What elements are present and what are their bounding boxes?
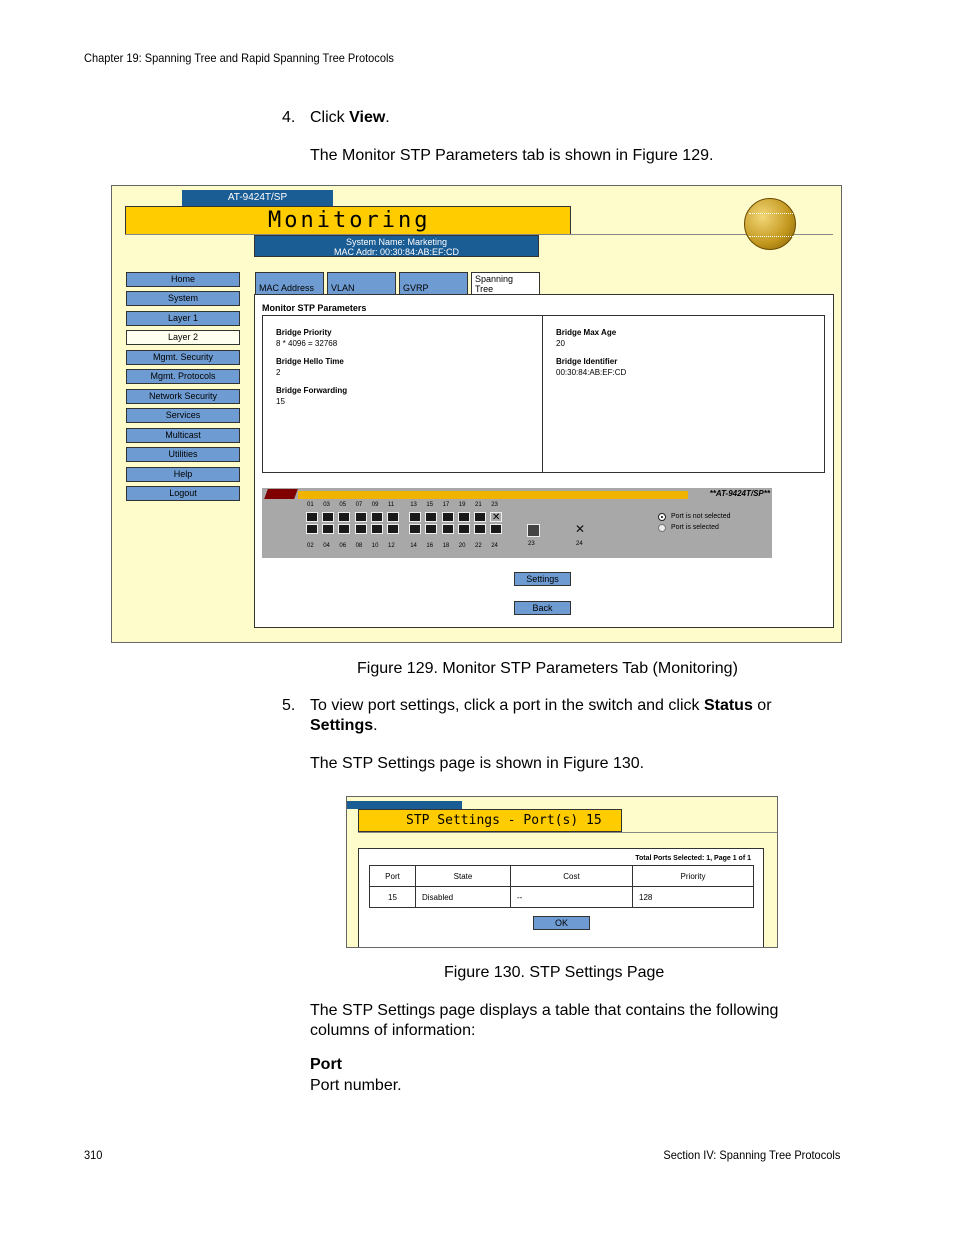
step-4-text <box>310 108 390 128</box>
port-label-17: 17 <box>442 502 450 508</box>
system-info-bar <box>254 235 539 257</box>
tab-vlan[interactable]: VLAN <box>327 272 396 295</box>
figure-130-caption: Figure 130. STP Settings Page <box>444 964 665 981</box>
port-label-04: 04 <box>323 543 330 549</box>
port-label-21: 21 <box>475 502 482 508</box>
step-4-note: The Monitor STP Parameters tab is shown in Figure 129. <box>310 147 714 164</box>
nav-utilities[interactable]: Utilities <box>126 447 240 462</box>
col-port: Port <box>370 866 416 887</box>
port-label-23: 23 <box>491 502 498 508</box>
monitoring-title: Monitoring <box>125 206 571 235</box>
switch-port-16[interactable] <box>425 524 437 534</box>
port-label-24: 24 <box>491 543 498 549</box>
port-label-05: 05 <box>339 502 347 508</box>
chapter-header: Chapter 19: Spanning Tree and Rapid Spanning Tree Protocols <box>84 51 394 65</box>
legend-selected: Port is selected <box>671 524 719 531</box>
uplink-24-label: 24 <box>576 541 583 547</box>
cell-cost: -- <box>511 887 633 908</box>
step-4-post: . <box>385 109 390 126</box>
nav-system[interactable]: System <box>126 291 240 306</box>
device-tab-strip <box>347 801 462 809</box>
bridge-priority-value: 8 * 4096 = 32768 <box>276 339 338 348</box>
switch-port-19[interactable] <box>458 512 470 522</box>
step-5-note: The STP Settings page is shown in Figure 130. <box>310 755 645 772</box>
nav-multicast[interactable]: Multicast <box>126 428 240 443</box>
bridge-forwarding-label: Bridge Forwarding <box>276 386 348 395</box>
tab-mac-address[interactable]: MAC Address <box>255 272 324 295</box>
params-divider <box>542 316 543 472</box>
term-port-definition: Port number. <box>310 1077 402 1094</box>
bridge-identifier-value: 00:30:84:AB:EF:CD <box>556 368 627 377</box>
bridge-max-age-label: Bridge Max Age <box>556 328 617 337</box>
stp-settings-panel <box>358 848 764 948</box>
legend-not-selected: Port is not selected <box>671 513 731 520</box>
port-label-15: 15 <box>426 502 434 508</box>
port-label-19: 19 <box>458 502 466 508</box>
switch-port-05[interactable] <box>338 512 350 522</box>
port-label-18: 18 <box>442 543 450 549</box>
globe-logo-icon <box>744 198 796 250</box>
uplink-23-label: 23 <box>528 541 535 547</box>
params-box <box>262 315 825 473</box>
port-label-03: 03 <box>323 502 330 508</box>
step-5-number: 5. <box>282 697 296 714</box>
port-label-01: 01 <box>307 502 314 508</box>
switch-port-06[interactable] <box>338 524 350 534</box>
step-5-line2-post: . <box>373 717 378 734</box>
nav-layer2[interactable]: Layer 2 <box>126 330 240 345</box>
bridge-priority-label: Bridge Priority <box>276 328 332 337</box>
col-cost: Cost <box>511 866 633 887</box>
switch-port-22[interactable] <box>474 524 486 534</box>
desc-line-2: columns of information: <box>310 1022 476 1039</box>
port-label-16: 16 <box>426 543 434 549</box>
switch-port-23[interactable]: ✕ <box>491 512 501 523</box>
title-rule <box>358 832 778 833</box>
bridge-hello-label: Bridge Hello Time <box>276 357 344 366</box>
port-label-11: 11 <box>388 502 395 508</box>
table-header-row <box>370 866 754 887</box>
port-label-12: 12 <box>388 543 395 549</box>
legend-not-selected-radio-icon <box>658 513 666 521</box>
nav-services[interactable]: Services <box>126 408 240 423</box>
ok-button[interactable]: OK <box>533 916 590 930</box>
switch-port-24[interactable] <box>490 524 502 534</box>
switch-port-17[interactable] <box>442 512 454 522</box>
col-priority: Priority <box>633 866 754 887</box>
switch-port-11[interactable] <box>387 512 399 522</box>
step-5-line2 <box>310 716 378 736</box>
figure-130-screenshot <box>346 796 778 948</box>
page-number: 310 <box>84 1148 103 1162</box>
tab-spanning-tree-line2: Tree <box>475 284 494 294</box>
total-ports-selected: Total Ports Selected: 1, Page 1 of 1 <box>635 855 751 862</box>
switch-port-08[interactable] <box>355 524 367 534</box>
uplink-port-24-empty-icon[interactable]: ✕ <box>574 522 586 536</box>
switch-port-10[interactable] <box>371 524 383 534</box>
nav-mgmt-protocols[interactable]: Mgmt. Protocols <box>126 369 240 384</box>
nav-home[interactable]: Home <box>126 272 240 287</box>
port-label-09: 09 <box>371 502 379 508</box>
settings-button[interactable]: Settings <box>514 572 571 586</box>
back-button[interactable]: Back <box>514 601 571 615</box>
switch-port-13[interactable] <box>409 512 421 522</box>
tab-gvrp[interactable]: GVRP <box>399 272 468 295</box>
port-label-08: 08 <box>355 543 363 549</box>
switch-port-03[interactable] <box>322 512 334 522</box>
col-state: State <box>416 866 511 887</box>
port-label-02: 02 <box>307 543 314 549</box>
nav-layer1[interactable]: Layer 1 <box>126 311 240 326</box>
figure-129-caption: Figure 129. Monitor STP Parameters Tab (Monitoring) <box>357 660 738 677</box>
panel-title: Monitor STP Parameters <box>262 303 367 313</box>
switch-model: **AT-9424T/SP** <box>709 489 770 498</box>
step-5-bold-status: Status <box>703 697 753 714</box>
cell-port: 15 <box>370 887 416 908</box>
switch-port-01[interactable] <box>306 512 318 522</box>
port-label-22: 22 <box>475 543 482 549</box>
step-5-bold-settings: Settings <box>310 717 374 734</box>
port-label-06: 06 <box>339 543 347 549</box>
uplink-port-23[interactable] <box>527 524 540 537</box>
term-port: Port <box>310 1056 342 1073</box>
switch-port-18[interactable] <box>442 524 454 534</box>
table-row <box>370 887 754 908</box>
port-label-20: 20 <box>458 543 466 549</box>
switch-faceplate <box>262 488 772 558</box>
step-5-line1 <box>310 696 772 716</box>
stp-settings-table <box>369 865 754 908</box>
step-4-pre: Click <box>310 109 350 126</box>
cell-state: Disabled <box>416 887 511 908</box>
switch-port-14[interactable] <box>409 524 421 534</box>
system-name: System Name: Marketing <box>345 237 448 247</box>
tab-spanning-tree-line1: Spanning <box>475 274 514 284</box>
desc-line-1: The STP Settings page displays a table that contains the following <box>310 1002 779 1019</box>
step-5-post: or <box>752 697 772 714</box>
step-4-bold: View <box>349 109 386 126</box>
bridge-forwarding-value: 15 <box>276 397 285 406</box>
bridge-max-age-value: 20 <box>556 339 565 348</box>
legend-selected-radio-icon <box>658 524 666 532</box>
nav-help[interactable]: Help <box>126 467 240 482</box>
figure-129-screenshot <box>111 185 842 643</box>
port-label-13: 13 <box>410 502 417 508</box>
vendor-logo-icon <box>264 489 298 499</box>
section-footer: Section IV: Spanning Tree Protocols <box>663 1148 840 1162</box>
switch-port-07[interactable] <box>355 512 367 522</box>
bridge-identifier-label: Bridge Identifier <box>556 357 618 366</box>
stp-settings-title: STP Settings - Port(s) 15 <box>358 809 622 832</box>
step-4-number: 4. <box>282 109 296 126</box>
switch-port-20[interactable] <box>458 524 470 534</box>
nav-logout[interactable]: Logout <box>126 486 240 501</box>
switch-port-02[interactable] <box>306 524 318 534</box>
stp-panel <box>254 294 834 628</box>
switch-port-12[interactable] <box>387 524 399 534</box>
switch-port-15[interactable] <box>425 512 437 522</box>
nav-mgmt-security[interactable]: Mgmt. Security <box>126 350 240 365</box>
switch-band <box>298 491 688 499</box>
tab-spanning-tree[interactable] <box>471 272 540 296</box>
device-tab: AT-9424T/SP <box>182 190 333 206</box>
port-label-10: 10 <box>371 543 379 549</box>
step-5-pre: To view port settings, click a port in the switch and click <box>310 697 704 714</box>
cell-priority: 128 <box>633 887 754 908</box>
switch-port-04[interactable] <box>322 524 334 534</box>
port-label-07: 07 <box>355 502 363 508</box>
port-label-14: 14 <box>410 543 417 549</box>
nav-network-security[interactable]: Network Security <box>126 389 240 404</box>
bridge-hello-value: 2 <box>276 368 281 377</box>
switch-port-09[interactable] <box>371 512 383 522</box>
switch-port-21[interactable] <box>474 512 486 522</box>
mac-address: MAC Addr: 00:30:84:AB:EF:CD <box>333 247 460 257</box>
